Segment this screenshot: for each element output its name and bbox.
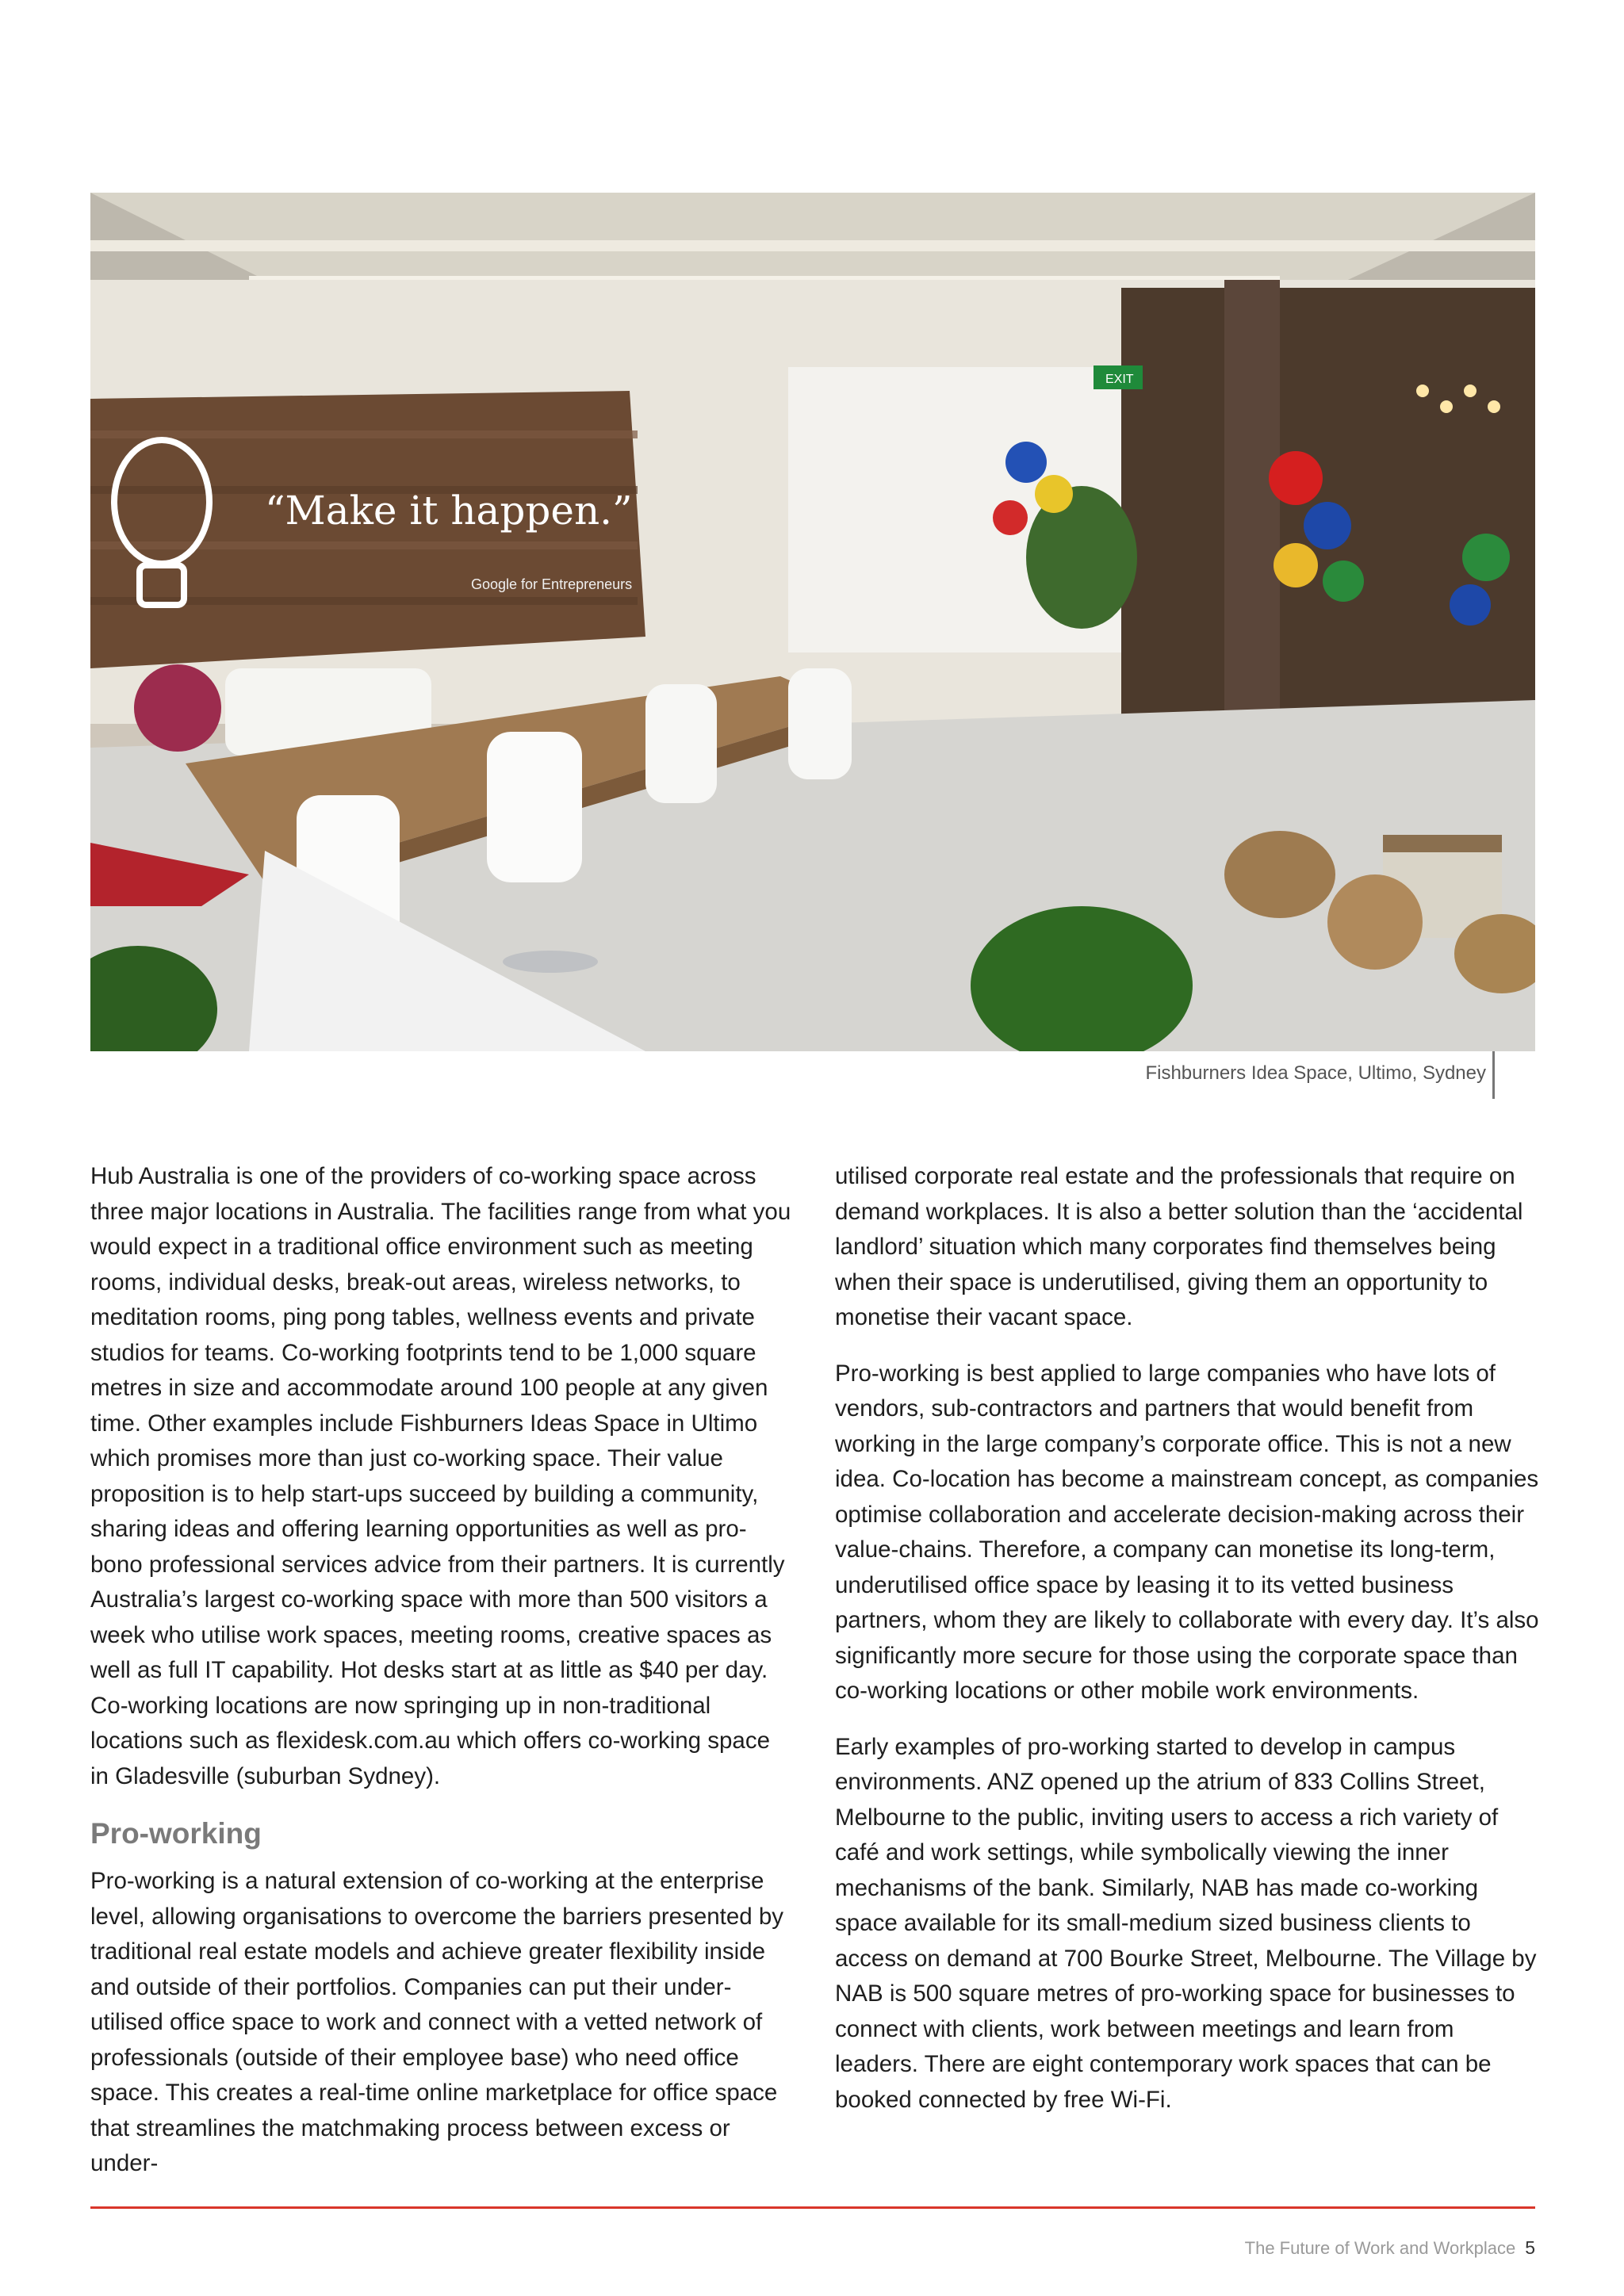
photo-caption: Fishburners Idea Space, Ultimo, Sydney [1145, 1062, 1486, 1084]
paragraph: Pro-working is best applied to large companies who have lots of vendors, sub-contractors and partners that would benefit from working in the large company’s corporate office. This is not a new idea. Co-location has become a mainstream concept, as companies optimise collaboration and accelerate decision-making across their value-chains. Therefore, a company can monetise its long-term, underutilised office space by leasing it to its vetted business partners, whom they are likely to collaborate with every day. It’s also significantly more secure for those using the corporate space than co-working locations or other mobile work environments. [835, 1360, 1539, 1704]
paragraph: Hub Australia is one of the providers of co-working space across three major locations in Australia. The facilities range from what you would expect in a traditional office environment such as meeting rooms, individual desks, break-out areas, wireless networks, to meditation rooms, ping pong tables, wellness events and private studios for teams. Co-working footprints tend to be 1,000 square metres in size and accommodate around 100 people at any given time. Other examples include Fishburners Ideas Space in Ultimo which promises more than just co-working space. Their value proposition is to help start-ups succeed by building a community, sharing ideas and offering learning opportunities as well as pro-bono professional services advice from their partners. It is currently Australia’s largest co-working space with more than 500 visitors a week who utilise work spaces, meeting rooms, creative spaces as well as full IT capability. Hot desks start at as little as $40 per day. Co-working locations are now springing up in non-traditional locations such as flexidesk.com.au which offers co-working space in Gladesville (suburban Sydney). [90, 1163, 791, 1789]
section-heading: Pro-working [90, 1817, 262, 1850]
wall-quote-text: “Make it happen.” [265, 488, 633, 534]
left-column [90, 1159, 795, 2202]
office-photo [90, 193, 1535, 1051]
paragraph: Early examples of pro-working started to develop in campus environments. ANZ opened up the atrium of 833 Collins Street, Melbourne to the public, inviting users to access a rich variety of café and work settings, while symbolically viewing the inner mechanisms of the bank. Similarly, NAB has made co-working space available for its small-medium sized business clients to access on demand at 700 Bourke Street, Melbourne. The Village by NAB is 500 square metres of pro-working space for businesses to connect with clients, work between meetings and learn from leaders. There are eight contemporary work spaces that can be booked connected by free Wi-Fi. [835, 1733, 1537, 2113]
office-photo-illustration [90, 193, 1535, 1051]
wall-brand-text: Google for Entrepreneurs [471, 576, 633, 592]
exit-sign-text: EXIT [1105, 373, 1134, 386]
footer-title: The Future of Work and Workplace [1244, 2238, 1516, 2258]
paragraph: Pro-working is a natural extension of co-working at the enterprise level, allowing organisations to overcome the barriers presented by traditional real estate models and achieve greater flexibility inside and outside of their portfolios. Companies can put their under-utilised office space to work and connect with a vetted network of professionals (outside of their employee base) who need office space. This creates a real-time online marketplace for office space that streamlines the matchmaking process between excess or under- [90, 1868, 783, 2176]
footer [1245, 2237, 1535, 2259]
caption-rule [1492, 1051, 1495, 1099]
page-number: 5 [1525, 2237, 1535, 2258]
paragraph: utilised corporate real estate and the professionals that require on demand workplaces. It is also a better solution than the ‘accidental landlord’ situation which many corporates find themselves being when their space is underutilised, giving them an opportunity to monetise their vacant space. [835, 1163, 1523, 1330]
footer-rule [90, 2206, 1535, 2209]
right-column [835, 1159, 1539, 2138]
